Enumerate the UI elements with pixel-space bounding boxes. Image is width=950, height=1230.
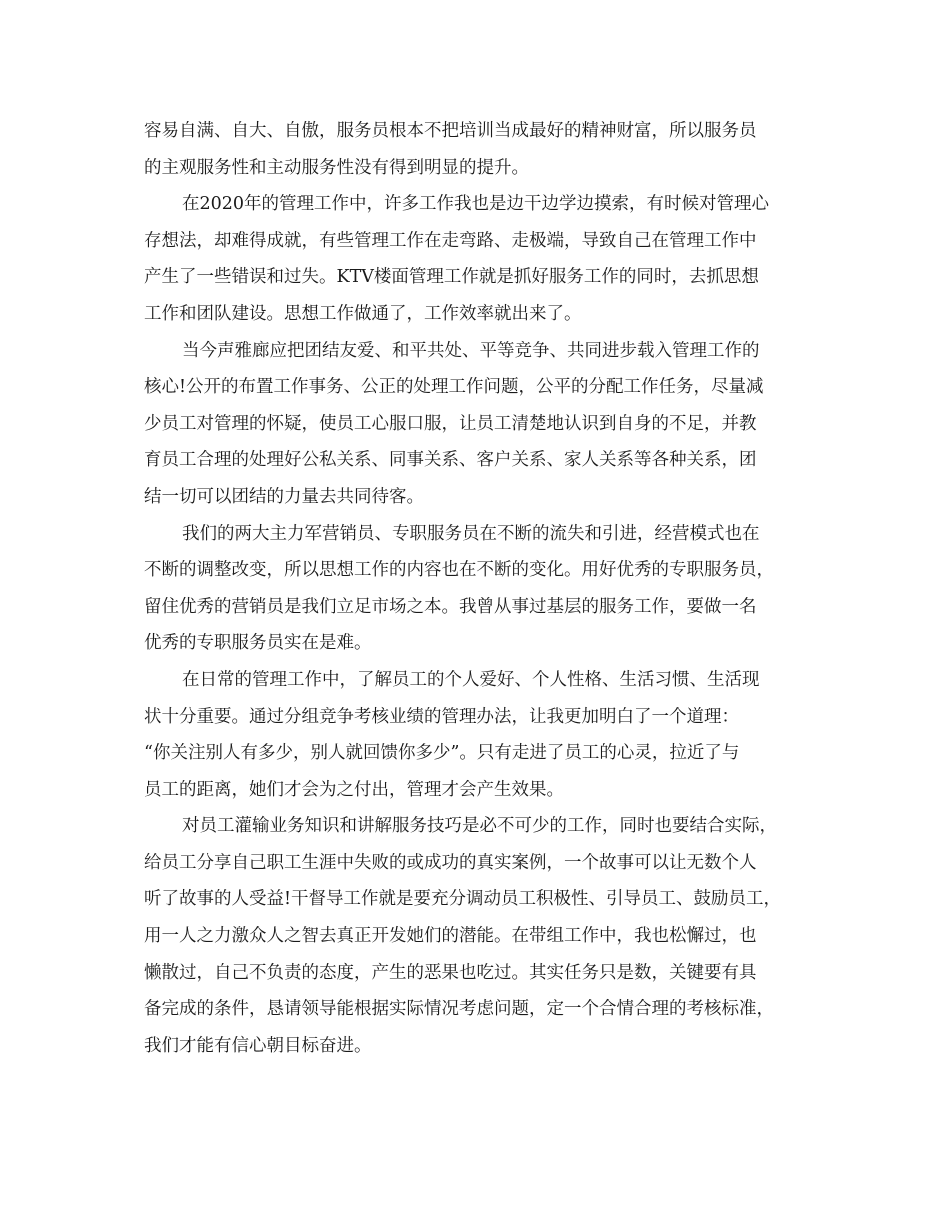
text-line: 状十分重要。通过分组竞争考核业绩的管理办法，让我更加明白了一个道理：	[144, 706, 739, 727]
text-line: 核心!公开的布置工作事务、公正的处理工作问题，公平的分配工作任务，尽量减	[144, 377, 764, 398]
paragraph	[144, 186, 814, 332]
text-line: 优秀的专职服务员实在是难。	[144, 633, 372, 654]
text-line: 听了故事的人受益!干督导工作就是要充分调动员工积极性、引导员工、鼓励员工，	[144, 889, 782, 910]
text-line: 结一切可以团结的力量去共同待客。	[144, 486, 424, 507]
text-line: 用一人之力激众人之智去真正开发她们的潜能。在带组工作中，我也松懈过，也	[144, 926, 757, 947]
text-line: 员工的距离，她们才会为之付出，管理才会产生效果。	[144, 779, 564, 800]
text-line: 工作和团队建设。思想工作做通了，工作效率就出来了。	[144, 303, 582, 324]
paragraph	[144, 808, 814, 1064]
text-line: 在日常的管理工作中，了解员工的个人爱好、个人性格、生活习惯、生活现	[182, 669, 760, 690]
paragraph	[144, 113, 814, 186]
text-line: 懒散过，自己不负责的态度，产生的恶果也吃过。其实任务只是数，关键要有具	[144, 962, 757, 983]
text-line: 当今声雅廊应把团结友爱、和平共处、平等竞争、共同进步载入管理工作的	[182, 340, 760, 361]
paragraph	[144, 662, 814, 808]
text-line: 留住优秀的营销员是我们立足市场之本。我曾从事过基层的服务工作，要做一名	[144, 596, 757, 617]
text-line: 备完成的条件，恳请领导能根据实际情况考虑问题，定一个合情合理的考核标准，	[144, 999, 774, 1020]
text-line: 的主观服务性和主动服务性没有得到明显的提升。	[144, 157, 529, 178]
text-line: 容易自满、自大、自傲，服务员根本不把培训当成最好的精神财富，所以服务员	[144, 121, 757, 141]
document-body	[144, 113, 814, 1064]
text-line: 给员工分享自己职工生涯中失败的或成功的真实案例，一个故事可以让无数个人	[144, 852, 757, 873]
text-line: 育员工合理的处理好公私关系、同事关系、客户关系、家人关系等各种关系，团	[144, 450, 757, 471]
text-line: 存想法，却难得成就，有些管理工作在走弯路、走极端，导致自己在管理工作中	[144, 230, 757, 251]
paragraph	[144, 333, 814, 516]
text-line: 在2020年的管理工作中，许多工作我也是边干边学边摸索，有时候对管理心	[182, 194, 770, 215]
text-line: 对员工灌输业务知识和讲解服务技巧是必不可少的工作，同时也要结合实际，	[182, 816, 777, 837]
text-line: 我们的两大主力军营销员、专职服务员在不断的流失和引进，经营模式也在	[182, 523, 760, 544]
paragraph	[144, 516, 814, 662]
text-line: 不断的调整改变，所以思想工作的内容也在不断的变化。用好优秀的专职服务员，	[144, 560, 774, 581]
text-line: 产生了一些错误和过失。KTV楼面管理工作就是抓好服务工作的同时，去抓思想	[144, 267, 759, 288]
text-line: 我们才能有信心朝目标奋进。	[144, 1035, 372, 1056]
text-line: “你关注别人有多少，别人就回馈你多少”。只有走进了员工的心灵，拉近了与	[144, 743, 740, 764]
text-line: 少员工对管理的怀疑，使员工心服口服，让员工清楚地认识到自身的不足，并教	[144, 413, 757, 434]
